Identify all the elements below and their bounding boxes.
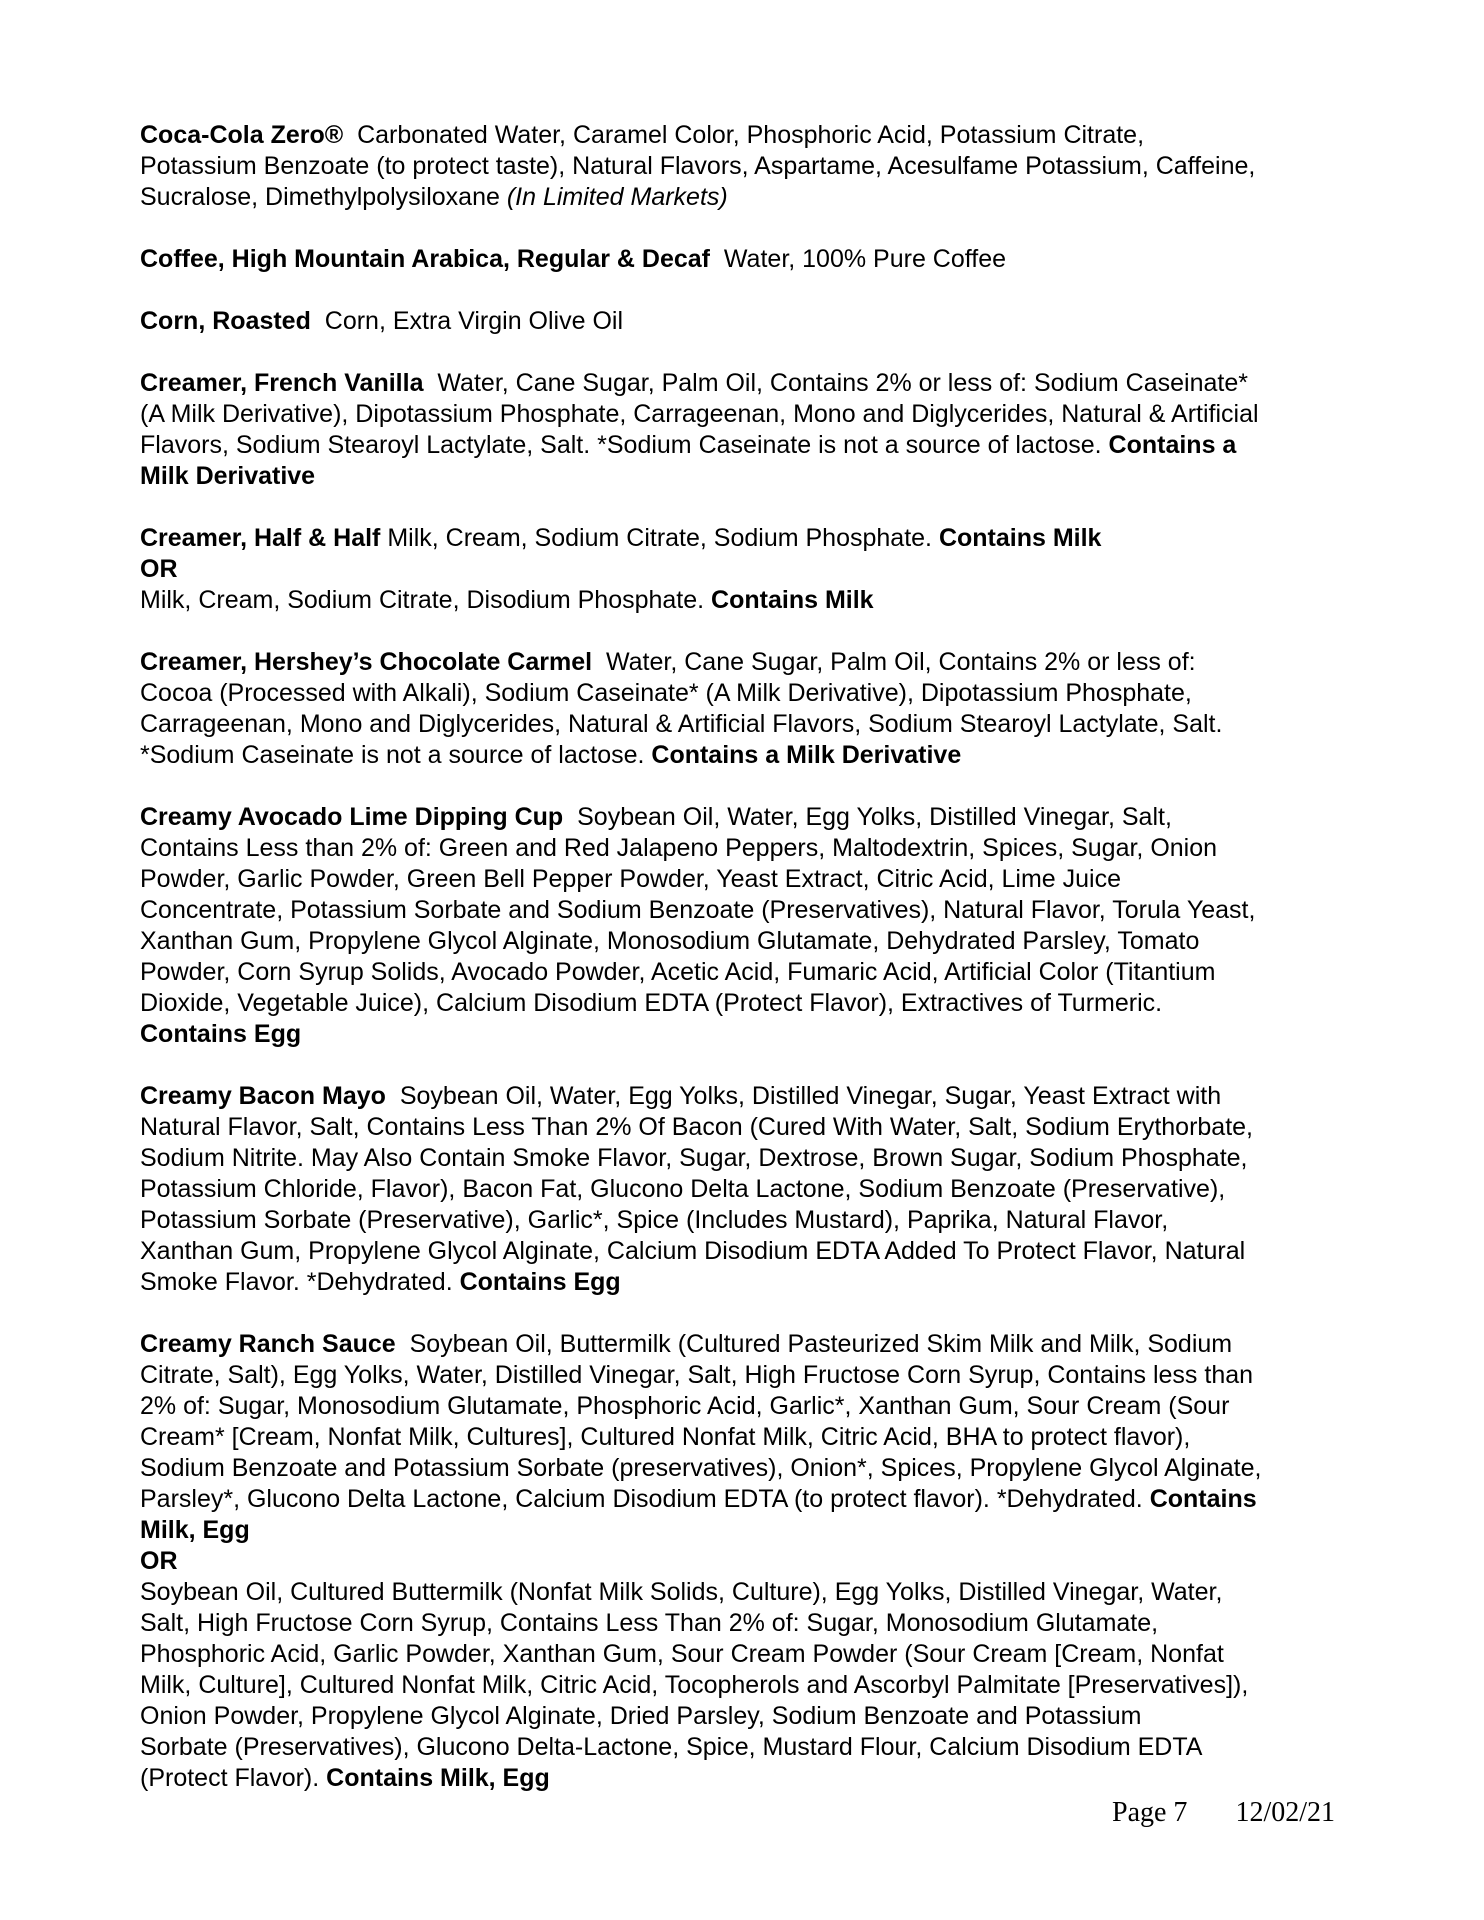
ingredient-text: Concentrate, Potassium Sorbate and Sodium Benzoate (Preservatives), Natural Flavor, Torula Yeast, [140,896,1256,924]
ingredient-entry [140,647,1340,771]
product-name: Creamy Bacon Mayo [140,1082,386,1110]
allergen-statement: Contains Egg [459,1268,621,1296]
page-footer [1112,1796,1335,1830]
ingredient-entry [140,1081,1340,1298]
ingredient-entry [140,1329,1340,1794]
allergen-statement: Contains Egg [140,1020,302,1048]
allergen-statement: Milk, Egg [140,1516,250,1544]
page-number: Page 7 [1112,1797,1188,1828]
ingredient-text: Water, Cane Sugar, Palm Oil, Contains 2% or less of: [605,648,1196,676]
ingredient-entry [140,244,1340,275]
ingredient-text: Potassium Sorbate (Preservative), Garlic*, Spice (Includes Mustard), Paprika, Natural Flavor, [140,1206,1169,1234]
ingredient-text: 2% of: Sugar, Monosodium Glutamate, Phosphoric Acid, Garlic*, Xanthan Gum, Sour Cream (Sour [140,1392,1230,1420]
entry-line [140,740,1340,771]
product-name: Coca-Cola Zero® [140,121,344,149]
ingredient-text: Sodium Benzoate and Potassium Sorbate (preservatives), Onion*, Spices, Propylene Glycol Alginate, [140,1454,1262,1482]
entry-line [140,399,1340,430]
ingredient-text: Flavors, Sodium Stearoyl Lactylate, Salt. *Sodium Caseinate is not a source of lactose. [140,431,1109,459]
entry-line [140,151,1340,182]
ingredient-text: Citrate, Salt), Egg Yolks, Water, Distilled Vinegar, Salt, High Fructose Corn Syrup, Contains less than [140,1361,1254,1389]
entry-line [140,1360,1340,1391]
product-name: Coffee, High Mountain Arabica, Regular & Decaf [140,245,710,273]
entry-line [140,957,1340,988]
ingredient-entry [140,120,1340,213]
entry-line [140,988,1340,1019]
ingredient-text: Potassium Chloride, Flavor), Bacon Fat, Glucono Delta Lactone, Sodium Benzoate (Preservative), [140,1175,1226,1203]
product-name: Creamy Avocado Lime Dipping Cup [140,803,564,831]
ingredient-text: Potassium Benzoate (to protect taste), Natural Flavors, Aspartame, Acesulfame Potassium, Caffeine, [140,152,1256,180]
entry-line [140,1391,1340,1422]
ingredient-text: Soybean Oil, Water, Egg Yolks, Distilled Vinegar, Salt, [577,803,1172,831]
allergen-statement: Contains [1149,1485,1257,1513]
ingredient-entry [140,523,1340,616]
ingredient-text: (Protect Flavor). [140,1764,327,1792]
ingredient-entry [140,368,1340,492]
ingredient-text: Sodium Nitrite. May Also Contain Smoke Flavor, Sugar, Dextrose, Brown Sugar, Sodium Phosphate, [140,1144,1248,1172]
ingredient-text: Carrageenan, Mono and Diglycerides, Natural & Artificial Flavors, Sodium Stearoyl Lactylate, Salt. [140,710,1223,738]
allergen-statement: Contains a Milk Derivative [651,741,962,769]
or-separator: OR [140,1547,178,1575]
entry-line [140,1267,1340,1298]
entry-line [140,1763,1340,1794]
entry-line [140,678,1340,709]
allergen-statement: Contains Milk, Egg [326,1764,550,1792]
product-name: Creamy Ranch Sauce [140,1330,396,1358]
revision-date: 12/02/21 [1235,1797,1335,1828]
entry-line [140,1484,1340,1515]
ingredient-text: Corn, Extra Virgin Olive Oil [324,307,624,335]
product-name: Creamer, French Vanilla [140,369,424,397]
entry-line [140,709,1340,740]
product-name: Creamer, Hershey’s Chocolate Carmel [140,648,593,676]
ingredient-text: Xanthan Gum, Propylene Glycol Alginate, Monosodium Glutamate, Dehydrated Parsley, Tomato [140,927,1200,955]
entry-line [140,1515,1340,1546]
entry-line [140,1143,1340,1174]
entry-line [140,523,1340,554]
ingredient-text: Cocoa (Processed with Alkali), Sodium Caseinate* (A Milk Derivative), Dipotassium Phosphate, [140,679,1192,707]
entry-line [140,895,1340,926]
ingredient-text: Sorbate (Preservatives), Glucono Delta-Lactone, Spice, Mustard Flour, Calcium Disodium EDTA [140,1733,1203,1761]
entry-line [140,368,1340,399]
entry-line [140,244,1340,275]
ingredient-text: Dioxide, Vegetable Juice), Calcium Disodium EDTA (Protect Flavor), Extractives of Turmeric. [140,989,1163,1017]
entry-line [140,802,1340,833]
entry-line [140,1329,1340,1360]
entry-line [140,182,1340,213]
product-name: Creamer, Half & Half [140,524,381,552]
entry-line [140,585,1340,616]
entry-line [140,1577,1340,1608]
or-separator: OR [140,555,178,583]
entry-line [140,1670,1340,1701]
ingredient-text: Water, Cane Sugar, Palm Oil, Contains 2% or less of: Sodium Caseinate* [437,369,1248,397]
entry-line [140,461,1340,492]
ingredient-text: Onion Powder, Propylene Glycol Alginate, Dried Parsley, Sodium Benzoate and Potassium [140,1702,1142,1730]
entry-line [140,833,1340,864]
allergen-statement: Milk Derivative [140,462,316,490]
entry-line [140,306,1340,337]
ingredient-text: Soybean Oil, Buttermilk (Cultured Pasteurized Skim Milk and Milk, Sodium [409,1330,1233,1358]
ingredient-text: Contains Less than 2% of: Green and Red Jalapeno Peppers, Maltodextrin, Spices, Sugar, Onion [140,834,1218,862]
entry-line [140,1174,1340,1205]
ingredient-text: *Sodium Caseinate is not a source of lactose. [140,741,652,769]
market-note: (In Limited Markets) [506,183,728,211]
entry-line [140,1112,1340,1143]
ingredient-text: Milk, Cream, Sodium Citrate, Disodium Phosphate. [140,586,712,614]
ingredient-text: Salt, High Fructose Corn Syrup, Contains Less Than 2% of: Sugar, Monosodium Glutamate, [140,1609,1159,1637]
entry-line [140,864,1340,895]
document-body [140,120,1340,1825]
ingredient-text: Powder, Garlic Powder, Green Bell Pepper Powder, Yeast Extract, Citric Acid, Lime Juice [140,865,1122,893]
entry-line [140,1236,1340,1267]
entry-line [140,926,1340,957]
entry-line [140,430,1340,461]
ingredient-text: Sucralose, Dimethylpolysiloxane [140,183,507,211]
ingredient-text: Water, 100% Pure Coffee [723,245,1006,273]
allergen-statement: Contains a [1108,431,1237,459]
ingredient-text: Milk, Cream, Sodium Citrate, Sodium Phosphate. [387,524,939,552]
ingredient-text: Natural Flavor, Salt, Contains Less Than 2% Of Bacon (Cured With Water, Salt, Sodium Erythorbate, [140,1113,1254,1141]
entry-line [140,1081,1340,1112]
entry-line [140,1701,1340,1732]
ingredient-text: Parsley*, Glucono Delta Lactone, Calcium Disodium EDTA (to protect flavor). *Dehydrated. [140,1485,1150,1513]
allergen-statement: Contains Milk [711,586,874,614]
ingredient-entry [140,306,1340,337]
ingredient-text: Soybean Oil, Cultured Buttermilk (Nonfat Milk Solids, Culture), Egg Yolks, Distilled Vinegar, Water, [140,1578,1223,1606]
ingredient-text: Powder, Corn Syrup Solids, Avocado Powder, Acetic Acid, Fumaric Acid, Artificial Color (Titantium [140,958,1216,986]
ingredient-text: Milk, Culture], Cultured Nonfat Milk, Citric Acid, Tocopherols and Ascorbyl Palmitate [Preservatives]), [140,1671,1249,1699]
ingredient-text: Smoke Flavor. *Dehydrated. [140,1268,460,1296]
entry-line [140,1205,1340,1236]
entry-line [140,1019,1340,1050]
allergen-statement: Contains Milk [938,524,1102,552]
product-name: Corn, Roasted [140,307,311,335]
entry-line [140,1453,1340,1484]
entry-line [140,1639,1340,1670]
ingredient-text: Soybean Oil, Water, Egg Yolks, Distilled Vinegar, Sugar, Yeast Extract with [399,1082,1222,1110]
entry-line [140,1732,1340,1763]
ingredient-entry [140,802,1340,1050]
ingredient-text: Xanthan Gum, Propylene Glycol Alginate, Calcium Disodium EDTA Added To Protect Flavor, Natural [140,1237,1246,1265]
ingredient-text: (A Milk Derivative), Dipotassium Phosphate, Carrageenan, Mono and Diglycerides, Natural & Artificial [140,400,1259,428]
ingredient-text: Phosphoric Acid, Garlic Powder, Xanthan Gum, Sour Cream Powder (Sour Cream [Cream, Nonfat [140,1640,1224,1668]
ingredient-text: Cream* [Cream, Nonfat Milk, Cultures], Cultured Nonfat Milk, Citric Acid, BHA to protect flavor), [140,1423,1191,1451]
ingredient-text: Carbonated Water, Caramel Color, Phosphoric Acid, Potassium Citrate, [357,121,1145,149]
entry-line [140,1608,1340,1639]
entry-line [140,1422,1340,1453]
entry-line [140,647,1340,678]
entry-line [140,120,1340,151]
